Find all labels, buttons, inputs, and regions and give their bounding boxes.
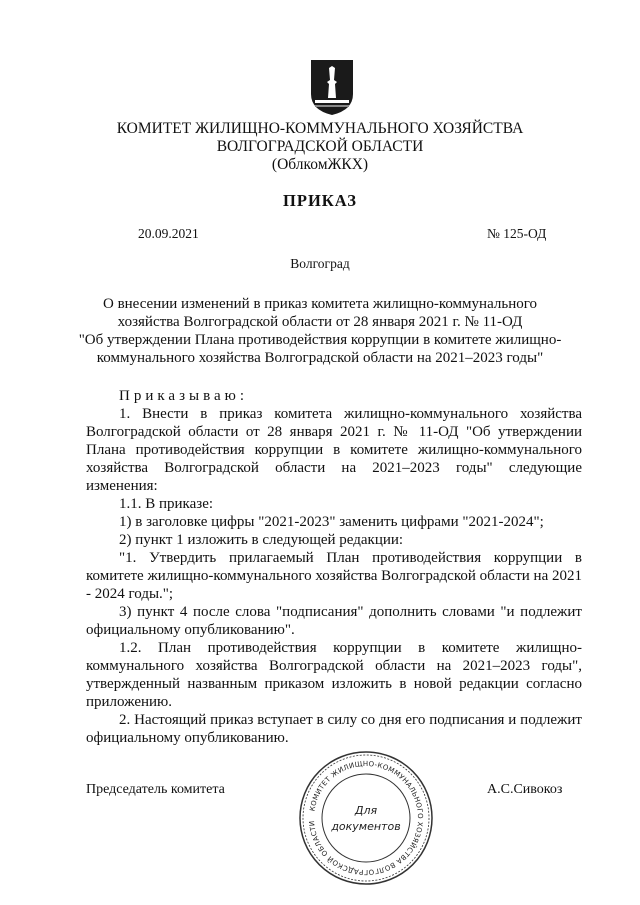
paragraph-1-1-3: 3) пункт 4 после слова "подписания" дополнить словами "и подлежит официальному опубликованию". [86, 604, 582, 638]
paragraph-2: 2. Настоящий приказ вступает в силу со дня его подписания и подлежит официальному опубликованию. [86, 712, 582, 746]
paragraph-1-1-2: 2) пункт 1 изложить в следующей редакции: [119, 532, 404, 548]
document-date: 20.09.2021 [138, 226, 199, 241]
signature-name: А.С.Сивокоз [487, 782, 563, 797]
paragraph-1-1: 1.1. В приказе: [119, 496, 214, 512]
header-line-3: (ОблкомЖКХ) [271, 156, 369, 173]
paragraph-1-1-2-text: "1. Утвердить прилагаемый План противодействия коррупции в комитете жилищно-коммунального хозяйства Волгоградской области на 2021 - 2024 годы."; [86, 550, 582, 602]
document-body [86, 387, 582, 747]
svg-text:КОМИТЕТ ЖИЛИЩНО-КОММУНАЛЬНОГО [308, 760, 424, 876]
paragraph-1-1-1: 1) в заголовке цифры "2021-2023" заменить цифрами "2021-2024"; [119, 514, 544, 530]
document-number: № 125-ОД [487, 226, 547, 241]
seal-ring-text: КОМИТЕТ ЖИЛИЩНО-КОММУНАЛЬНОГО ХОЗЯЙСТВА ВОЛГОГРАДСКОЙ ОБЛАСТИ [308, 759, 425, 877]
seal-center-line-2: документов [331, 820, 401, 833]
subject-line-3: "Об утверждении Плана противодействия коррупции в комитете жилищно- [78, 332, 562, 348]
paragraph-1: 1. Внести в приказ комитета жилищно-коммунального хозяйства Волгоградской области от 28 января 2021 г. № 11-ОД "Об утверждении Плана противодействия коррупции в комитете жилищно-коммунального хозяйства Волгоградской области на 2021–2023 годы" следующие изменения: [86, 406, 582, 494]
header-line-1: КОМИТЕТ ЖИЛИЩНО-КОММУНАЛЬНОГО ХОЗЯЙСТВА [116, 120, 524, 137]
order-word: Приказываю: [119, 388, 248, 404]
paragraph-1-2: 1.2. План противодействия коррупции в комитете жилищно-коммунального хозяйства Волгоградской области на 2021–2023 годы", утвержденный названным приказом изложить в новой редакции согласно приложению. [86, 640, 582, 710]
document-subject [70, 295, 570, 367]
subject-line-2: хозяйства Волгоградской области от 28 января 2021 г. № 11-ОД [117, 314, 523, 330]
coat-of-arms-emblem [309, 58, 355, 116]
document-title: ПРИКАЗ [283, 191, 357, 210]
committee-header [0, 120, 640, 174]
signature-position: Председатель комитета [86, 782, 225, 797]
document-city: Волгоград [290, 256, 350, 271]
header-line-2: ВОЛГОГРАДСКОЙ ОБЛАСТИ [216, 138, 424, 155]
subject-line-1: О внесении изменений в приказ комитета жилищно-коммунального [102, 296, 537, 312]
official-seal [296, 748, 436, 888]
subject-line-4: коммунального хозяйства Волгоградской области на 2021–2023 годы" [96, 350, 544, 366]
seal-center-line-1: Для [354, 804, 378, 817]
